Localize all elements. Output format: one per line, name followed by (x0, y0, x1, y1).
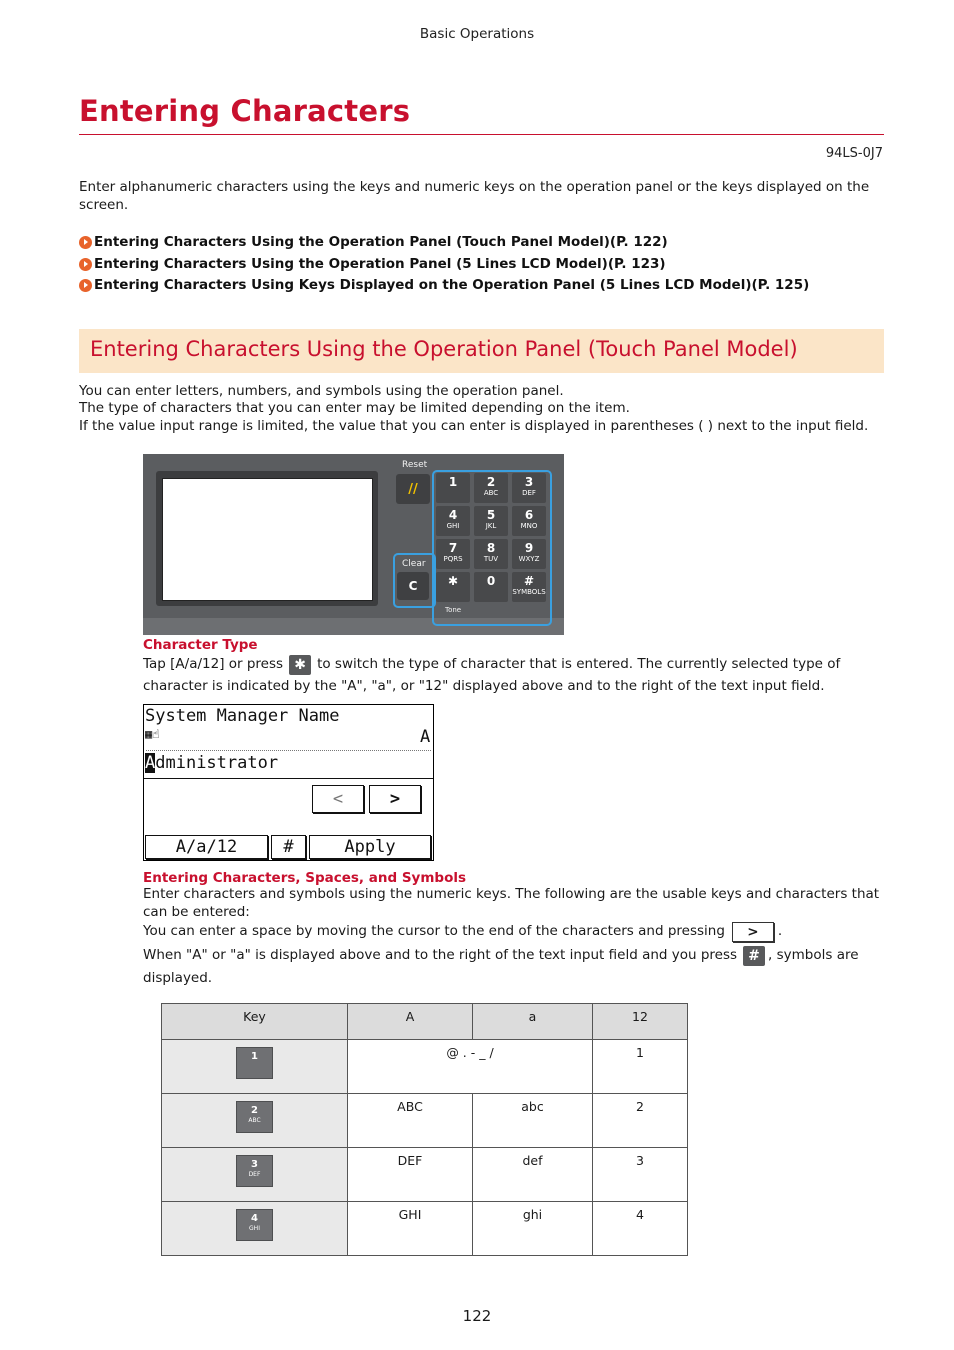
section-paragraph: You can enter letters, numbers, and symbols using the operation panel. (79, 383, 564, 399)
character-type-heading: Character Type (143, 637, 258, 653)
numeric-cell: 4 (593, 1202, 688, 1256)
numeric-key-7[interactable]: 7 PQRS (436, 539, 470, 569)
arrow-circle-icon (79, 279, 92, 292)
upper-cell: ABC (348, 1094, 473, 1148)
link-label[interactable]: Entering Characters Using Keys Displayed on the Operation Panel (5 Lines LCD Model)(P. 125) (94, 277, 810, 293)
lcd-type-button[interactable]: A/a/12 (145, 835, 268, 859)
section-heading: Entering Characters Using the Operation Panel (Touch Panel Model) (90, 337, 798, 361)
numeric-cell: 1 (593, 1040, 688, 1094)
lcd-item-name: System Manager Name (145, 706, 340, 726)
link-label[interactable]: Entering Characters Using the Operation Panel (Touch Panel Model)(P. 122) (94, 234, 668, 250)
right-arrow-key-icon: > (732, 922, 774, 942)
arrow-circle-icon (79, 236, 92, 249)
key-2-icon: 2 ABC (236, 1101, 273, 1133)
page-number: 122 (462, 1307, 492, 1325)
key-character-table (161, 1003, 688, 1256)
numeric-key-2[interactable]: 2 ABC (474, 473, 508, 503)
table-row (162, 1202, 688, 1256)
page-title: Entering Characters (79, 94, 411, 128)
entering-paragraph-1: Enter characters and symbols using the numeric keys. The following are the usable keys and characters that can be entered: (143, 886, 880, 920)
lcd-mode-indicator: A (420, 727, 431, 747)
arrow-circle-icon (79, 258, 92, 271)
lcd-left-arrow-button[interactable]: < (312, 785, 364, 813)
key-3-icon: 3 DEF (236, 1155, 273, 1187)
link-label[interactable]: Entering Characters Using the Operation Panel (5 Lines LCD Model)(P. 123) (94, 256, 666, 272)
numeric-key-hash[interactable]: # SYMBOLS (512, 572, 546, 602)
numeric-key-8[interactable]: 8 TUV (474, 539, 508, 569)
clear-key[interactable]: C (397, 572, 429, 600)
operation-panel-image (143, 454, 564, 635)
touch-screen (162, 478, 373, 601)
entering-paragraph-3b: displayed. (143, 970, 213, 986)
numeric-key-1[interactable]: 1 (436, 473, 470, 503)
entering-paragraph-2: You can enter a space by moving the cursor to the end of the characters and pressing > . (143, 923, 783, 940)
upper-cell: DEF (348, 1148, 473, 1202)
title-rule (79, 134, 884, 135)
numeric-key-6[interactable]: 6 MNO (512, 506, 546, 536)
lcd-dotted-rule (146, 750, 431, 751)
table-header-row (162, 1004, 688, 1040)
lcd-symbol-hand-icon: ▦☝ (145, 727, 160, 741)
lcd-input-value: dministrator (155, 753, 279, 773)
section-paragraph: The type of characters that you can enter may be limited depending on the item. (79, 400, 630, 416)
numeric-key-4[interactable]: 4 GHI (436, 506, 470, 536)
lcd-rule (144, 778, 433, 779)
lcd-hash-button[interactable]: # (271, 835, 306, 859)
intro-paragraph: Enter alphanumeric characters using the keys and numeric keys on the operation panel or the keys displayed on the screen. (79, 179, 870, 213)
header-lower: a (473, 1004, 593, 1040)
header-key: Key (162, 1004, 348, 1040)
numeric-key-0[interactable]: 0 (474, 572, 508, 602)
lcd-right-arrow-button[interactable]: > (369, 785, 421, 813)
table-row (162, 1040, 688, 1094)
lower-cell: abc (473, 1094, 593, 1148)
header-numeric: 12 (593, 1004, 688, 1040)
entering-paragraph-3: When "A" or "a" is displayed above and to the right of the text input field and you press # , symbols are (143, 947, 859, 964)
lcd-input-field[interactable] (145, 753, 278, 773)
numeric-key-5[interactable]: 5 JKL (474, 506, 508, 536)
reset-label: Reset (402, 460, 428, 470)
doc-id: 94LS-0J7 (825, 146, 883, 161)
table-row (162, 1148, 688, 1202)
lcd-screen-image (143, 704, 434, 861)
numeric-key-3[interactable]: 3 DEF (512, 473, 546, 503)
table-row (162, 1094, 688, 1148)
link-keys-displayed[interactable] (79, 277, 809, 293)
key-1-icon: 1 (236, 1047, 273, 1079)
lcd-apply-button[interactable]: Apply (309, 835, 431, 859)
numeric-key-9[interactable]: 9 WXYZ (512, 539, 546, 569)
numeric-key-star[interactable]: ✱ (436, 572, 470, 602)
link-touch-panel[interactable] (79, 234, 668, 250)
numeric-cell: 3 (593, 1148, 688, 1202)
lcd-cursor: A (145, 753, 156, 773)
running-head: Basic Operations (419, 26, 535, 42)
hash-key-icon: # (743, 946, 765, 966)
key-cell (162, 1148, 348, 1202)
star-key-icon: ✱ (289, 655, 311, 675)
key-cell (162, 1202, 348, 1256)
section-paragraph: If the value input range is limited, the value that you can enter is displayed in parentheses ( ) next to the input field. (79, 418, 869, 434)
character-type-text: Tap [A/a/12] or press ✱ to switch the type of character that is entered. The currently selected type of (143, 656, 841, 673)
symbols-cell: @ . - _ / (348, 1040, 593, 1094)
reset-slash-icon: // (408, 481, 418, 497)
key-4-icon: 4 GHI (236, 1209, 273, 1241)
clear-label: Clear (402, 559, 426, 569)
entering-heading: Entering Characters, Spaces, and Symbols (143, 870, 467, 886)
tone-label: Tone (445, 606, 462, 614)
character-type-text-2: character is indicated by the "A", "a", or "12" displayed above and to the right of the text input field. (143, 678, 825, 694)
reset-key[interactable] (396, 474, 430, 504)
lower-cell: ghi (473, 1202, 593, 1256)
link-5-lines-lcd[interactable] (79, 256, 666, 272)
key-cell (162, 1094, 348, 1148)
header-upper: A (348, 1004, 473, 1040)
lower-cell: def (473, 1148, 593, 1202)
key-cell (162, 1040, 348, 1094)
upper-cell: GHI (348, 1202, 473, 1256)
numeric-cell: 2 (593, 1094, 688, 1148)
